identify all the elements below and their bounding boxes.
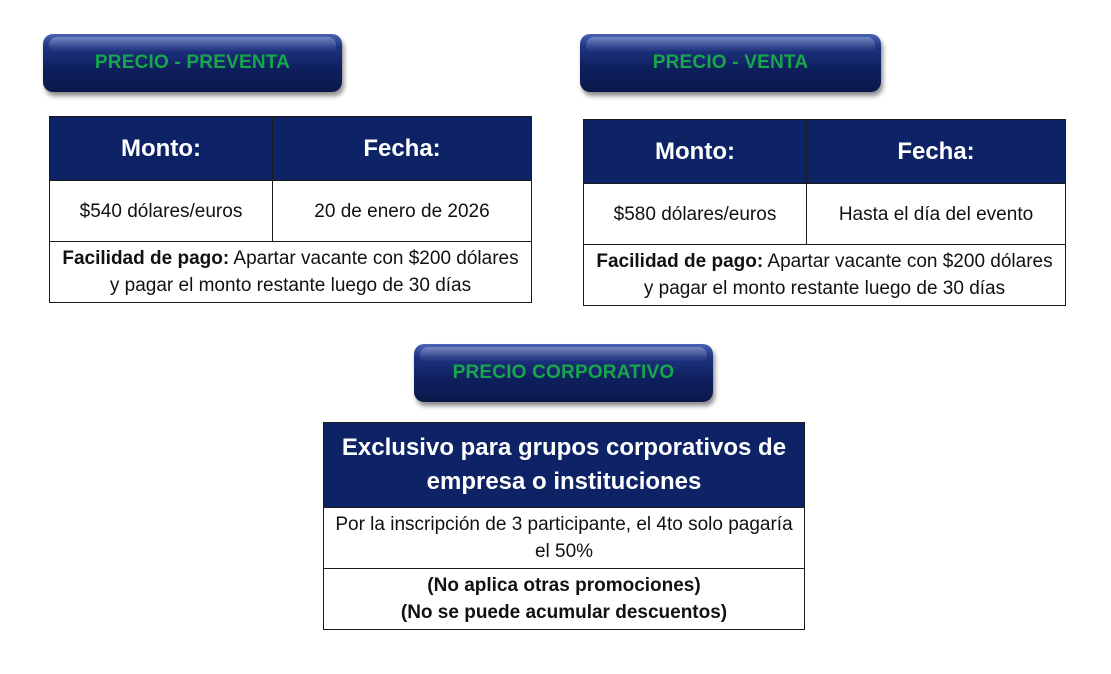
corporativo-note-1: (No aplica otras promociones)	[427, 575, 701, 596]
venta-payment-terms	[584, 245, 1066, 306]
venta-payment-label: Facilidad de pago:	[596, 251, 764, 272]
preventa-title-banner	[43, 34, 342, 92]
venta-title: PRECIO - VENTA	[652, 52, 809, 73]
venta-price-table	[583, 119, 1066, 306]
preventa-amount-header: Monto:	[50, 117, 273, 181]
venta-date-value: Hasta el día del evento	[807, 184, 1066, 245]
preventa-price-table	[49, 116, 532, 303]
venta-amount-header: Monto:	[584, 120, 807, 184]
venta-payment-text: Apartar vacante con $200 dólares y pagar el monto restante luego de 30 días	[643, 251, 1053, 299]
venta-date-header: Fecha:	[807, 120, 1066, 184]
venta-amount-value: $580 dólares/euros	[584, 184, 807, 245]
preventa-payment-label: Facilidad de pago:	[62, 248, 230, 269]
venta-title-banner	[580, 34, 881, 92]
corporativo-offer: Por la inscripción de 3 participante, el 4to solo pagaría el 50%	[324, 508, 805, 569]
preventa-date-value: 20 de enero de 2026	[273, 181, 532, 242]
corporativo-note-2: (No se puede acumular descuentos)	[400, 602, 728, 623]
preventa-date-header: Fecha:	[273, 117, 532, 181]
corporativo-table	[323, 422, 805, 630]
corporativo-title: PRECIO CORPORATIVO	[452, 362, 675, 383]
preventa-amount-value: $540 dólares/euros	[50, 181, 273, 242]
preventa-title: PRECIO - PREVENTA	[94, 52, 291, 73]
corporativo-heading: Exclusivo para grupos corporativos de empresa o instituciones	[324, 423, 805, 508]
preventa-payment-text: Apartar vacante con $200 dólares y pagar el monto restante luego de 30 días	[109, 248, 519, 296]
corporativo-notes	[324, 569, 805, 630]
preventa-payment-terms	[50, 242, 532, 303]
corporativo-title-banner	[414, 344, 713, 402]
